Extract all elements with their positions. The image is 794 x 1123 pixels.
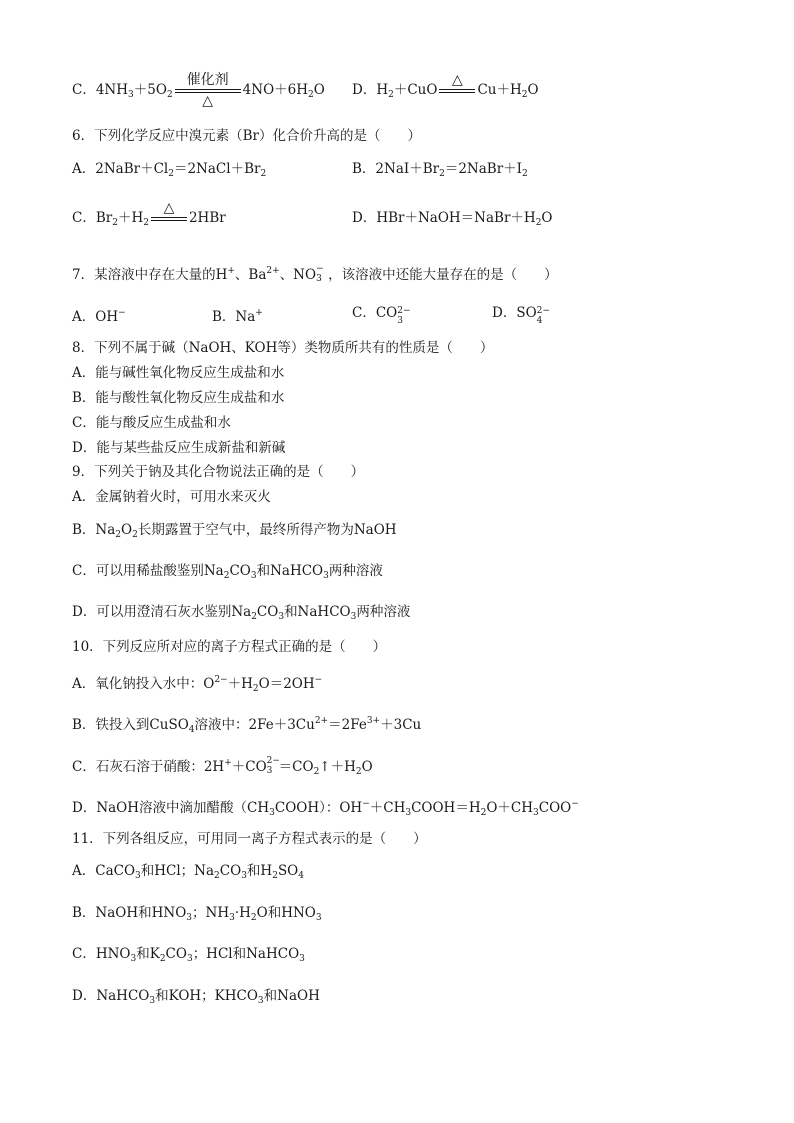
superscript: 2− bbox=[536, 306, 550, 316]
option-text: O＋CH bbox=[486, 800, 534, 816]
subscript: 4 bbox=[536, 316, 543, 326]
subscript: 3 bbox=[323, 571, 329, 581]
option-text: 和NaHCO bbox=[284, 604, 351, 620]
q8-option-c: C．能与酸反应生成盐和水 bbox=[72, 415, 231, 431]
subscript: 2 bbox=[115, 530, 122, 540]
reaction-condition bbox=[439, 72, 475, 100]
q7-option-a bbox=[72, 303, 126, 327]
superscript: 2− bbox=[266, 756, 280, 766]
option-text: 两种溶液 bbox=[328, 563, 383, 579]
superscript: + bbox=[255, 308, 263, 318]
option-text: B．铁投入到CuSO bbox=[72, 717, 189, 733]
option-text: 和HCl；Na bbox=[140, 863, 215, 879]
sub-sup bbox=[316, 261, 328, 284]
subscript: 2 bbox=[313, 767, 320, 777]
subscript: 3 bbox=[299, 954, 305, 964]
superscript: − bbox=[314, 675, 323, 685]
subscript: 2 bbox=[168, 169, 174, 179]
subscript: 3 bbox=[250, 571, 257, 581]
subscript: 3 bbox=[241, 871, 247, 881]
option-text: CO bbox=[219, 863, 242, 879]
equals-bar bbox=[151, 217, 187, 221]
subscript: 2 bbox=[272, 871, 278, 881]
subscript: 3 bbox=[128, 90, 134, 100]
subscript: 3 bbox=[130, 954, 137, 964]
equals-bar bbox=[175, 89, 241, 93]
subscript: 2 bbox=[388, 90, 394, 100]
option-text: O和HNO bbox=[256, 905, 316, 921]
q8-stem: 8．下列不属于碱（NaOH、KOH等）类物质所共有的性质是（ ） bbox=[72, 340, 494, 356]
option-text: ＝2Fe bbox=[328, 717, 367, 733]
option-text: 和NaOH bbox=[263, 988, 320, 1004]
formula-text: H bbox=[376, 82, 389, 98]
formula-text: 2NaI＋Br bbox=[375, 161, 440, 177]
q9-option-b bbox=[72, 520, 397, 545]
option-text: B．NaOH和HNO bbox=[72, 905, 187, 921]
sub-sup bbox=[536, 303, 550, 326]
subscript: 4 bbox=[298, 871, 304, 881]
option-label: A． bbox=[72, 309, 96, 325]
option-text: O bbox=[121, 522, 133, 538]
subscript: 2 bbox=[250, 913, 257, 923]
q7-stem bbox=[72, 261, 558, 285]
superscript: + bbox=[224, 758, 232, 768]
option-label: B． bbox=[352, 161, 376, 177]
q5-option-c bbox=[72, 72, 325, 109]
subscript: 3 bbox=[278, 612, 285, 622]
option-label: D． bbox=[492, 305, 517, 321]
q11-stem: 11．下列各组反应，可用同一离子方程式表示的是（ ） bbox=[72, 831, 427, 847]
formula-text: 4NO＋6H bbox=[242, 82, 309, 98]
q7-option-b bbox=[212, 303, 263, 327]
q11-option-a bbox=[72, 861, 304, 886]
subscript: 2 bbox=[480, 808, 487, 818]
superscript: 3+ bbox=[366, 716, 381, 726]
equals-bar bbox=[439, 89, 475, 93]
q8-option-a: A．能与碱性氧化物反应生成盐和水 bbox=[72, 365, 285, 381]
reaction-condition bbox=[175, 72, 241, 109]
q9-stem: 9．下列关于钠及其化合物说法正确的是（ ） bbox=[72, 464, 365, 480]
superscript: + bbox=[227, 266, 235, 276]
superscript: − bbox=[316, 264, 324, 274]
formula-text: Br bbox=[95, 210, 113, 226]
subscript: 3 bbox=[397, 316, 403, 326]
option-text: O bbox=[361, 759, 373, 775]
option-text: ；HCl和NaHCO bbox=[192, 946, 300, 962]
option-text: 长期露置于空气中，最终所得产物为NaOH bbox=[137, 522, 397, 538]
subscript: 2 bbox=[355, 767, 362, 777]
subscript: 2 bbox=[308, 90, 314, 100]
formula-text: 4NH bbox=[95, 82, 129, 98]
heat-symbol: △ bbox=[163, 200, 175, 216]
q6-option-c bbox=[72, 200, 226, 233]
option-text: ＋H bbox=[227, 676, 253, 692]
reaction-condition bbox=[151, 200, 187, 228]
q6-option-d bbox=[352, 208, 553, 233]
formula-text: ＋H bbox=[117, 210, 144, 226]
option-text: 和H bbox=[246, 863, 273, 879]
q9-option-a: A．金属钠着火时，可用水来灭火 bbox=[72, 489, 271, 505]
subscript: 3 bbox=[269, 808, 275, 818]
formula-text: HBr＋NaOH＝NaBr＋H bbox=[376, 210, 536, 226]
superscript: 2+ bbox=[266, 266, 280, 276]
formula-text: ＝2NaCl＋Br bbox=[173, 161, 261, 177]
option-text: C．石灰石溶于硝酸：2H bbox=[72, 759, 225, 775]
superscript: − bbox=[362, 799, 370, 809]
stem-text: 、Ba bbox=[234, 267, 267, 283]
formula-text: Cu＋H bbox=[477, 82, 522, 98]
option-text: D．NaOH溶液中滴加醋酸（CH bbox=[72, 800, 270, 816]
option-text: D．可以用澄清石灰水鉴别Na bbox=[72, 604, 252, 620]
option-label: D． bbox=[352, 210, 377, 226]
subscript: 2 bbox=[132, 530, 138, 540]
subscript: 3 bbox=[186, 913, 193, 923]
formula-text: OH bbox=[95, 309, 119, 325]
subscript: 3 bbox=[405, 808, 412, 818]
q11-option-d bbox=[72, 986, 320, 1011]
option-text: ＝CO bbox=[278, 759, 314, 775]
subscript: 2 bbox=[223, 571, 230, 581]
q10-option-c bbox=[72, 753, 373, 782]
subscript: 3 bbox=[316, 274, 322, 284]
q6-stem: 6．下列化学反应中溴元素（Br）化合价升高的是（ ） bbox=[72, 128, 421, 144]
heat-symbol: △ bbox=[452, 72, 463, 88]
option-text: CO bbox=[165, 946, 187, 962]
q11-option-c bbox=[72, 944, 305, 969]
subscript: 3 bbox=[257, 996, 264, 1006]
option-label: D． bbox=[352, 82, 377, 98]
option-text: ＋3Cu bbox=[380, 717, 422, 733]
subscript: 2 bbox=[260, 169, 267, 179]
q11-option-b bbox=[72, 903, 322, 928]
subscript: 2 bbox=[521, 90, 528, 100]
option-label: C． bbox=[72, 210, 96, 226]
option-text: C．HNO bbox=[72, 946, 131, 962]
option-text: COOH＝H bbox=[411, 800, 481, 816]
option-text: C．可以用稀盐酸鉴别Na bbox=[72, 563, 224, 579]
formula-text: ＝2NaBr＋I bbox=[444, 161, 522, 177]
subscript: 3 bbox=[149, 996, 156, 1006]
q9-option-c bbox=[72, 561, 383, 586]
option-text: D．NaHCO bbox=[72, 988, 150, 1004]
stem-text: 、NO bbox=[279, 267, 317, 283]
formula-text: O bbox=[541, 210, 553, 226]
formula-text: Na bbox=[235, 309, 256, 325]
option-text: CO bbox=[229, 563, 251, 579]
subscript: 2 bbox=[535, 218, 542, 228]
q8-option-d: D．能与某些盐反应生成新盐和新碱 bbox=[72, 440, 286, 456]
sub-sup bbox=[397, 303, 411, 326]
option-text: 和K bbox=[136, 946, 160, 962]
subscript: 3 bbox=[533, 808, 539, 818]
q6-option-a bbox=[72, 159, 266, 184]
subscript: 2 bbox=[159, 954, 166, 964]
formula-text: O bbox=[313, 82, 325, 98]
subscript: 3 bbox=[350, 612, 357, 622]
formula-text: ＋CuO bbox=[393, 82, 438, 98]
subscript: 2 bbox=[112, 218, 118, 228]
q10-option-a bbox=[72, 670, 322, 699]
option-text: A．氧化钠投入水中：O bbox=[72, 676, 215, 692]
subscript: 3 bbox=[315, 913, 322, 923]
option-text: A．CaCO bbox=[72, 863, 136, 879]
sub-sup bbox=[266, 753, 280, 776]
formula-text: O bbox=[527, 82, 539, 98]
option-text: 溶液中：2Fe＋3Cu bbox=[194, 717, 315, 733]
formula-text: 2NaBr＋Cl bbox=[95, 161, 169, 177]
subscript: 2 bbox=[166, 90, 173, 100]
superscript: − bbox=[571, 799, 579, 809]
option-text: ↑＋H bbox=[319, 759, 356, 775]
q5-option-d bbox=[352, 72, 539, 105]
subscript: 2 bbox=[251, 612, 257, 622]
q10-option-d bbox=[72, 794, 579, 823]
option-text: 和KOH；KHCO bbox=[155, 988, 258, 1004]
option-text: 和NaHCO bbox=[256, 563, 324, 579]
formula-text: ＋5O bbox=[133, 82, 167, 98]
subscript: 3 bbox=[135, 871, 141, 881]
catalyst-label: 催化剂 bbox=[186, 72, 229, 88]
subscript: 2 bbox=[252, 684, 259, 694]
option-label: B． bbox=[212, 309, 236, 325]
option-label: C． bbox=[352, 305, 376, 321]
option-text: B．Na bbox=[72, 522, 116, 538]
subscript: 3 bbox=[266, 766, 273, 776]
option-text: ；NH bbox=[192, 905, 230, 921]
subscript: 2 bbox=[143, 218, 149, 228]
subscript: 2 bbox=[214, 871, 220, 881]
q10-option-b bbox=[72, 711, 421, 740]
option-label: A． bbox=[72, 161, 96, 177]
option-text: COOH）：OH bbox=[274, 800, 363, 816]
option-text: SO bbox=[277, 863, 299, 879]
q10-stem: 10．下列反应所对应的离子方程式正确的是（ ） bbox=[72, 639, 387, 655]
q7-option-d bbox=[492, 303, 550, 326]
subscript: 4 bbox=[188, 725, 195, 735]
q8-option-b: B．能与酸性氧化物反应生成盐和水 bbox=[72, 390, 285, 406]
option-text: O＝2OH bbox=[258, 676, 315, 692]
superscript: − bbox=[118, 308, 126, 318]
subscript: 3 bbox=[229, 913, 235, 923]
q9-option-d bbox=[72, 602, 410, 627]
option-text: ＋CH bbox=[369, 800, 406, 816]
formula-text: SO bbox=[516, 305, 537, 321]
option-label: C． bbox=[72, 82, 96, 98]
option-text: 两种溶液 bbox=[356, 604, 411, 620]
option-text: ·H bbox=[234, 905, 251, 921]
subscript: 2 bbox=[439, 169, 445, 179]
formula-text: CO bbox=[375, 305, 398, 321]
q6-option-b bbox=[352, 159, 528, 184]
option-text: CO bbox=[256, 604, 279, 620]
heat-symbol: △ bbox=[202, 93, 214, 109]
superscript: 2+ bbox=[314, 716, 329, 726]
subscript: 2 bbox=[522, 169, 528, 179]
q7-option-c bbox=[352, 303, 411, 326]
subscript: 3 bbox=[186, 954, 193, 964]
option-text: ＋CO bbox=[231, 759, 267, 775]
stem-text: ，该溶液中还能大量存在的是（ ） bbox=[328, 267, 558, 283]
superscript: 2− bbox=[214, 675, 228, 685]
option-text: COO bbox=[538, 800, 572, 816]
formula-text: 2HBr bbox=[188, 210, 226, 226]
stem-text: 7．某溶液中存在大量的H bbox=[72, 267, 228, 283]
superscript: 2− bbox=[397, 306, 411, 316]
